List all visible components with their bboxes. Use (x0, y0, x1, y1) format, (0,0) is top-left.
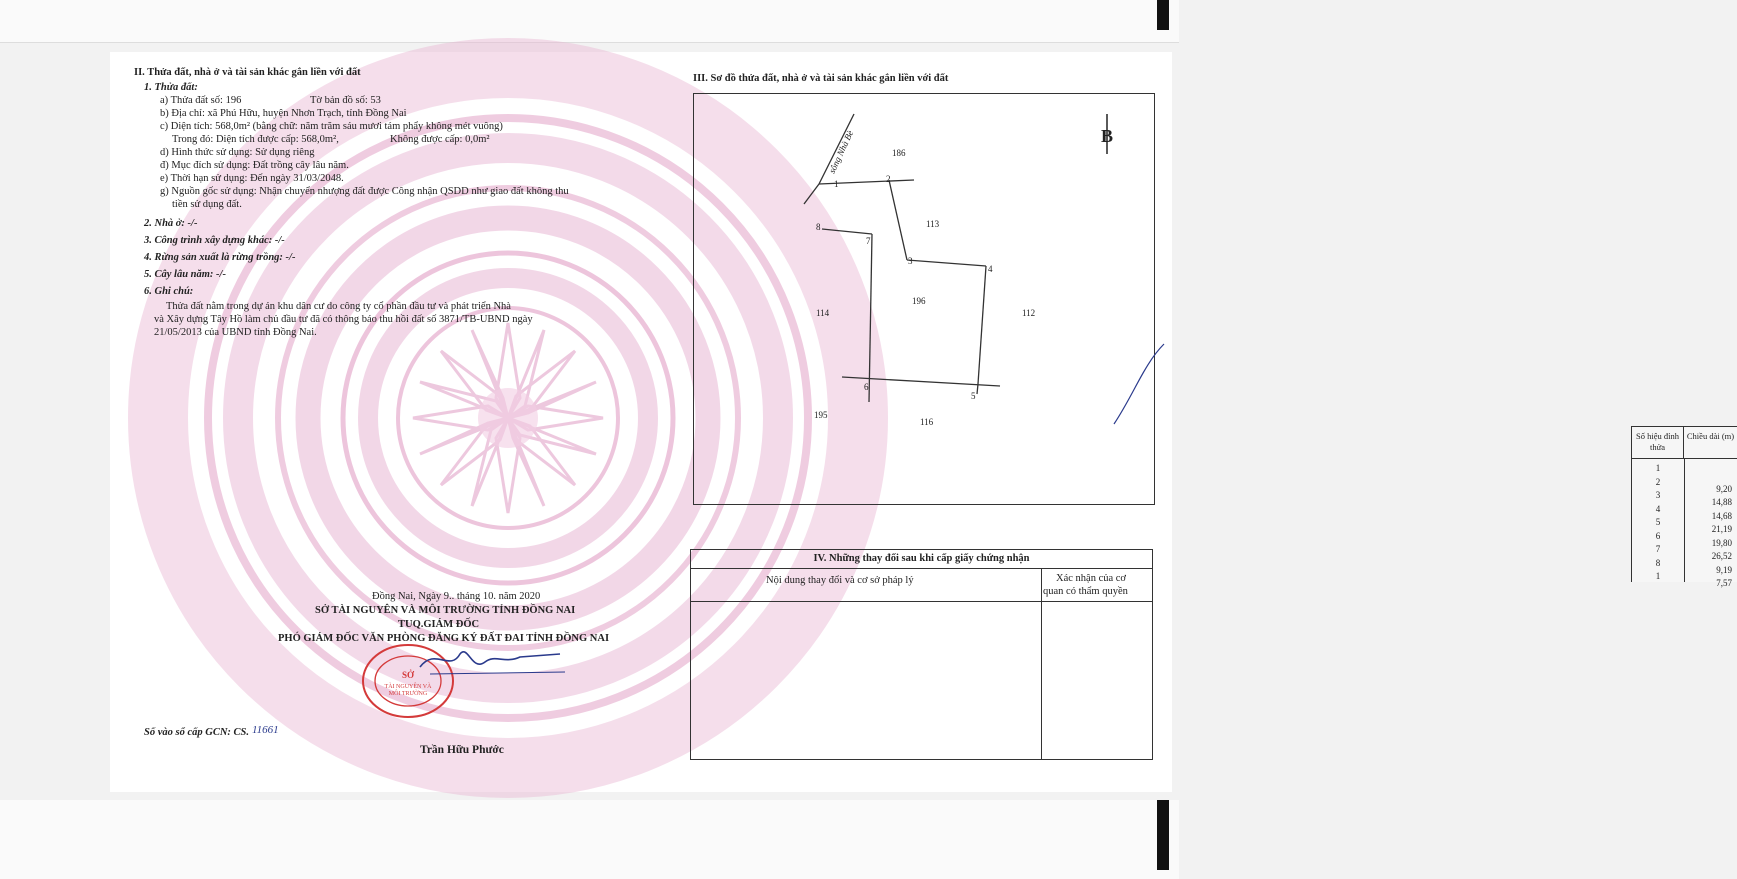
table-header-vertex: Số hiệu đỉnh thửa (1632, 427, 1684, 459)
parcel-label-116: 116 (920, 417, 934, 427)
boundary-length-table (1631, 426, 1737, 588)
table-cell-length: 7,57 (1716, 578, 1732, 588)
table-header-length: Chiều dài (m) (1684, 427, 1737, 459)
changes-col-confirm-1: Xác nhận của cơ (1056, 573, 1126, 584)
handwritten-signature (410, 642, 570, 682)
changes-col-content: Nội dung thay đổi và cơ sở pháp lý (766, 575, 914, 586)
section-4-title: IV. Những thay đổi sau khi cấp giấy chứng nhận (813, 553, 1030, 564)
svg-text:TÀI NGUYÊN VÀ: TÀI NGUYÊN VÀ (384, 684, 432, 690)
table-cell-vertex: 2 (1655, 476, 1661, 487)
parcel-label-196: 196 (912, 296, 926, 306)
vertex-3: 3 (908, 256, 913, 266)
table-cell-vertex: 5 (1655, 517, 1661, 527)
usage-term: e) Thời hạn sử dụng: Đến ngày 31/03/2048. (160, 173, 344, 184)
granted-area: Trong đó: Diện tích được cấp: 568,0m², (172, 134, 339, 145)
table-cell-vertex: 8 (1655, 557, 1661, 568)
parcel-area: c) Diện tích: 568,0m² (bằng chữ: năm trăm sáu mươi tám phẩy không mét vuông) (160, 121, 503, 132)
svg-text:B: B (1101, 126, 1114, 146)
changes-table (690, 549, 1153, 760)
table-cell-length: 26,52 (1711, 551, 1732, 561)
table-cell-length: 19,80 (1711, 537, 1732, 548)
parcel-number: a) Thửa đất số: 196 (160, 95, 242, 106)
note-line-2: và Xây dựng Tây Hồ làm chủ đầu tư đã có thông báo thu hồi đất số 3871/TB-UBND ngày (154, 314, 533, 325)
signer-title: PHÓ GIÁM ĐỐC VĂN PHÒNG ĐĂNG KÝ ĐẤT ĐAI TỈNH ĐỒNG NAI (278, 633, 610, 644)
certificate-page (110, 52, 1735, 792)
table-cell-vertex: 3 (1655, 490, 1661, 500)
registry-number-label: Số vào sổ cấp GCN: CS. (144, 727, 250, 738)
table-cell-length: 14,88 (1711, 497, 1732, 507)
vertex-2: 2 (886, 174, 891, 184)
signer-name: Trần Hữu Phước (420, 744, 504, 756)
river-label: sông Nhà Bè (826, 128, 856, 175)
parcel-sketch (694, 94, 1154, 504)
vertex-1: 1 (834, 179, 839, 189)
not-granted-area: Không được cấp: 0,0m² (390, 134, 490, 145)
svg-text:SỞ: SỞ (401, 670, 415, 680)
other-construction-item: 3. Công trình xây dựng khác: -/- (144, 235, 285, 246)
section-2-title: II. Thửa đất, nhà ở và tài sản khác gắn liền với đất (134, 67, 361, 78)
table-cell-vertex: 1 (1655, 463, 1661, 473)
vertex-4: 4 (988, 264, 993, 274)
parcel-label-114: 114 (816, 308, 830, 318)
table-cell-length: 14,68 (1711, 510, 1732, 521)
usage-origin: g) Nguồn gốc sử dụng: Nhận chuyển nhượng đất được Công nhận QSDD như giao đất không thu (160, 186, 569, 197)
section-3-title: III. Sơ đồ thửa đất, nhà ở và tài sản khác gắn liền với đất (693, 73, 949, 84)
usage-form: d) Hình thức sử dụng: Sử dụng riêng (160, 147, 315, 158)
vertex-8: 8 (816, 222, 821, 232)
note-line-3: 21/05/2013 của UBND tỉnh Đồng Nai. (154, 327, 317, 338)
vertex-7: 7 (866, 236, 871, 246)
scan-bottom-margin (0, 800, 1179, 879)
parcel-label-186: 186 (892, 148, 906, 158)
vertex-5: 5 (971, 391, 976, 401)
table-cell-length: 9,20 (1716, 483, 1732, 494)
changes-col-confirm-2: quan có thẩm quyền (1043, 586, 1128, 597)
issue-date: Đồng Nai, Ngày 9.. tháng 10. năm 2020 (372, 591, 541, 602)
scan-edge-bar (1157, 0, 1169, 30)
north-arrow-icon (1101, 114, 1113, 154)
table-cell-length: 9,19 (1716, 564, 1732, 575)
table-cell-vertex: 7 (1655, 544, 1661, 554)
table-cell-vertex: 4 (1655, 503, 1661, 514)
usage-purpose: đ) Mục đích sử dụng: Đất trồng cây lâu năm. (160, 160, 349, 171)
map-sheet-number: Tờ bản đồ số: 53 (310, 95, 381, 106)
parcel-address: b) Địa chỉ: xã Phú Hữu, huyện Nhơn Trạch, tỉnh Đồng Nai (160, 108, 407, 119)
usage-origin-cont: tiền sử dụng đất. (172, 199, 242, 210)
authorization-line: TUQ.GIÁM ĐỐC (398, 619, 480, 630)
registry-number-handwritten: 11661 (252, 724, 279, 736)
forest-item: 4. Rừng sản xuất là rừng trồng: -/- (144, 252, 296, 263)
parcel-label-113: 113 (926, 219, 940, 229)
notes-heading: 6. Ghi chú: (144, 286, 194, 297)
issuing-agency: SỞ TÀI NGUYÊN VÀ MÔI TRƯỜNG TỈNH ĐỒNG NAI (315, 605, 576, 616)
parcel-heading: 1. Thửa đất: (144, 82, 198, 93)
scan-top-margin (0, 0, 1179, 43)
table-cell-vertex: 6 (1655, 530, 1661, 541)
table-cell-vertex: 1 (1655, 571, 1661, 581)
scan-edge-bar-bottom (1157, 800, 1169, 870)
note-line-1: Thửa đất nằm trong dự án khu dân cư do công ty cổ phần đầu tư và phát triển Nhà (166, 301, 511, 312)
vertex-6: 6 (864, 382, 869, 392)
parcel-label-112: 112 (1022, 308, 1036, 318)
parcel-label-195: 195 (814, 410, 828, 420)
perennial-tree-item: 5. Cây lâu năm: -/- (144, 269, 226, 280)
house-item: 2. Nhà ở: -/- (144, 218, 198, 229)
svg-text:MÔI TRƯỜNG: MÔI TRƯỜNG (388, 691, 428, 697)
table-cell-length: 21,19 (1711, 524, 1732, 534)
